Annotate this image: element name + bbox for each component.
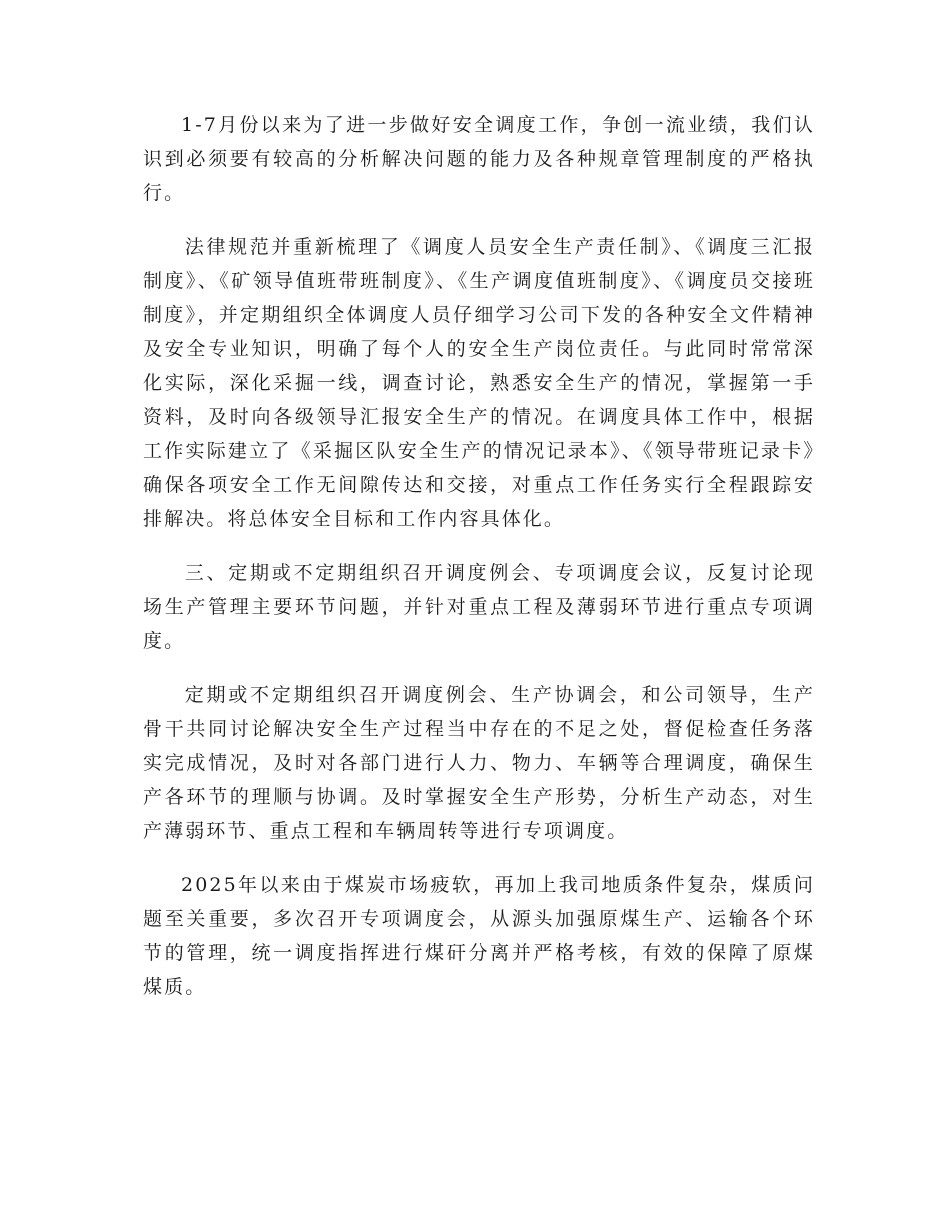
paragraph-2: 法律规范并重新梳理了《调度人员安全生产责任制》、《调度三汇报制度》、《矿领导值班带班制度》、《生产调度值班制度》、《调度员交接班制度》，并定期组织全体调度人员仔细学习公司下发的各种安全文件精神及安全专业知识，明确了每个人的安全生产岗位责任。与此同时常常深化实际，深化采掘一线，调查讨论，熟悉安全生产的情况，掌握第一手资料，及时向各级领导汇报安全生产的情况。在调度具体工作中，根据工作实际建立了《采掘区队安全生产的情况记录本》、《领导带班记录卡》确保各项安全工作无间隙传达和交接，对重点工作任务实行全程跟踪安排解决。将总体安全目标和工作内容具体化。	[143, 236, 815, 530]
paragraph-1: 1-7月份以来为了进一步做好安全调度工作，争创一流业绩，我们认识到必须要有较高的分析解决问题的能力及各种规章管理制度的严格执行。	[143, 114, 815, 204]
paragraph-3: 三、定期或不定期组织召开调度例会、专项调度会议，反复讨论现场生产管理主要环节问题，并针对重点工程及薄弱环节进行重点专项调度。	[143, 562, 815, 652]
paragraph-4: 定期或不定期组织召开调度例会、生产协调会，和公司领导，生产骨干共同讨论解决安全生产过程当中存在的不足之处，督促检查任务落实完成情况，及时对各部门进行人力、物力、车辆等合理调度，确保生产各环节的理顺与协调。及时掌握安全生产形势，分析生产动态，对生产薄弱环节、重点工程和车辆周转等进行专项调度。	[143, 684, 815, 842]
document-body	[143, 108, 815, 1024]
paragraph-5: 2025年以来由于煤炭市场疲软，再加上我司地质条件复杂，煤质问题至关重要，多次召开专项调度会，从源头加强原煤生产、运输各个环节的管理，统一调度指挥进行煤矸分离并严格考核，有效的保障了原煤煤质。	[143, 874, 815, 998]
